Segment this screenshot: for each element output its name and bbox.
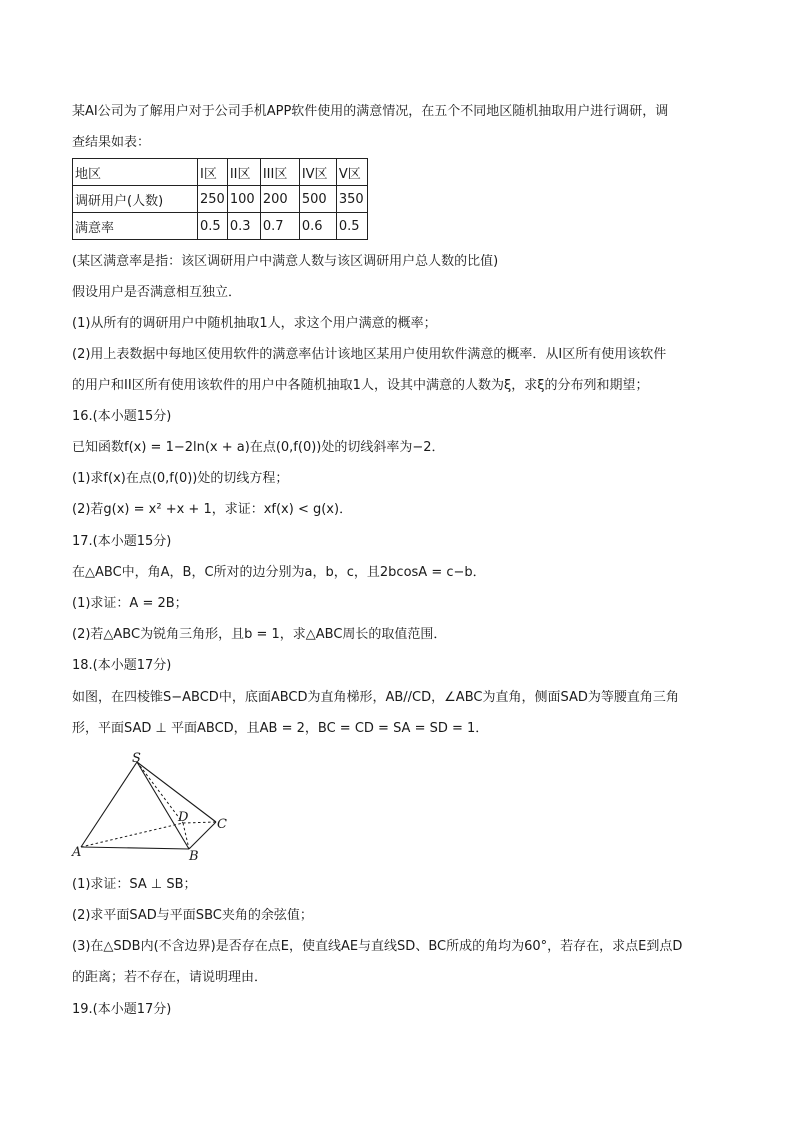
table-cell: 0.3 — [227, 213, 260, 240]
edge-sc — [137, 762, 216, 822]
table-cell: 0.5 — [336, 213, 367, 240]
q15-part-1: (1)从所有的调研用户中随机抽取1人，求这个用户满意的概率； — [72, 316, 437, 331]
table-cell: 满意率 — [73, 213, 198, 240]
vertex-label-c: C — [217, 817, 227, 832]
q17-part-1: (1)求证：A = 2B； — [72, 596, 188, 611]
q15-part-2-line-2: 的用户和II区所有使用该软件的用户中各随机抽取1人，设其中满意的人数为ξ，求ξ的分布列和期望； — [72, 378, 649, 393]
q17-title: 17.(本小题15分) — [72, 534, 172, 549]
intro-line-2: 查结果如表： — [72, 135, 151, 150]
q18-stem-line-1: 如图，在四棱锥S−ABCD中，底面ABCD为直角梯形，AB//CD，∠ABC为直角，侧面SAD为等腰直角三角 — [72, 690, 679, 705]
pyramid-figure — [70, 750, 240, 865]
table-cell: III区 — [260, 159, 299, 186]
vertex-label-d: D — [178, 810, 189, 825]
q17-stem: 在△ABC中，角A，B，C所对的边分别为a，b，c，且2bcosA = c−b． — [72, 565, 486, 580]
q18-part-1: (1)求证：SA ⊥ SB； — [72, 877, 197, 892]
q15-part-2-line-1: (2)用上表数据中每地区使用软件的满意率估计该地区某用户使用软件满意的概率．从I区所有使用该软件 — [72, 347, 667, 362]
table-cell: 地区 — [73, 159, 198, 186]
vertex-label-a: A — [72, 845, 82, 860]
table-cell: 0.6 — [299, 213, 336, 240]
q16-stem: 已知函数f(x) = 1−2ln(x + a)在点(0,f(0))处的切线斜率为−2． — [72, 440, 445, 455]
edge-ad-hidden — [81, 823, 183, 847]
edge-bc — [189, 822, 216, 849]
q18-part-2: (2)求平面SAD与平面SBC夹角的余弦值； — [72, 908, 313, 923]
survey-table — [72, 158, 368, 240]
vertex-label-s: S — [132, 751, 141, 766]
edge-sd-hidden — [137, 762, 183, 823]
edge-ab — [81, 847, 189, 849]
table-cell: 250 — [198, 186, 228, 213]
q18-title: 18.(本小题17分) — [72, 658, 172, 673]
q16-part-2: (2)若g(x) = x² +x + 1，求证：xf(x) < g(x)． — [72, 502, 353, 517]
table-cell: V区 — [336, 159, 367, 186]
q18-part-3-line-2: 的距离；若不存在，请说明理由． — [72, 970, 268, 985]
table-cell: 500 — [299, 186, 336, 213]
table-cell: 100 — [227, 186, 260, 213]
satisfaction-note: (某区满意率是指：该区调研用户中满意人数与该区调研用户总人数的比值) — [72, 254, 499, 269]
table-cell: I区 — [198, 159, 228, 186]
edge-db-hidden — [183, 823, 189, 849]
independence-assumption: 假设用户是否满意相互独立． — [72, 285, 242, 300]
table-row — [73, 213, 368, 240]
table-cell: II区 — [227, 159, 260, 186]
edge-sa — [81, 762, 137, 847]
q19-title: 19.(本小题17分) — [72, 1002, 172, 1017]
q18-part-3-line-1: (3)在△SDB内(不含边界)是否存在点E，使直线AE与直线SD、BC所成的角均为60°，若存在，求点E到点D — [72, 939, 683, 954]
table-cell: 200 — [260, 186, 299, 213]
table-cell: 0.7 — [260, 213, 299, 240]
table-row — [73, 186, 368, 213]
q18-stem-line-2: 形，平面SAD ⊥ 平面ABCD，且AB = 2，BC = CD = SA = SD = 1． — [72, 721, 489, 736]
q17-part-2: (2)若△ABC为锐角三角形，且b = 1，求△ABC周长的取值范围． — [72, 627, 447, 642]
intro-line-1: 某AI公司为了解用户对于公司手机APP软件使用的满意情况，在五个不同地区随机抽取用户进行调研，调 — [72, 104, 669, 119]
table-header-row — [73, 159, 368, 186]
table-cell: 调研用户(人数) — [73, 186, 198, 213]
table-cell: IV区 — [299, 159, 336, 186]
table-cell: 350 — [336, 186, 367, 213]
table-cell: 0.5 — [198, 213, 228, 240]
q16-part-1: (1)求f(x)在点(0,f(0))处的切线方程； — [72, 471, 289, 486]
edge-sb — [137, 762, 189, 849]
vertex-label-b: B — [189, 849, 199, 864]
q16-title: 16.(本小题15分) — [72, 409, 172, 424]
